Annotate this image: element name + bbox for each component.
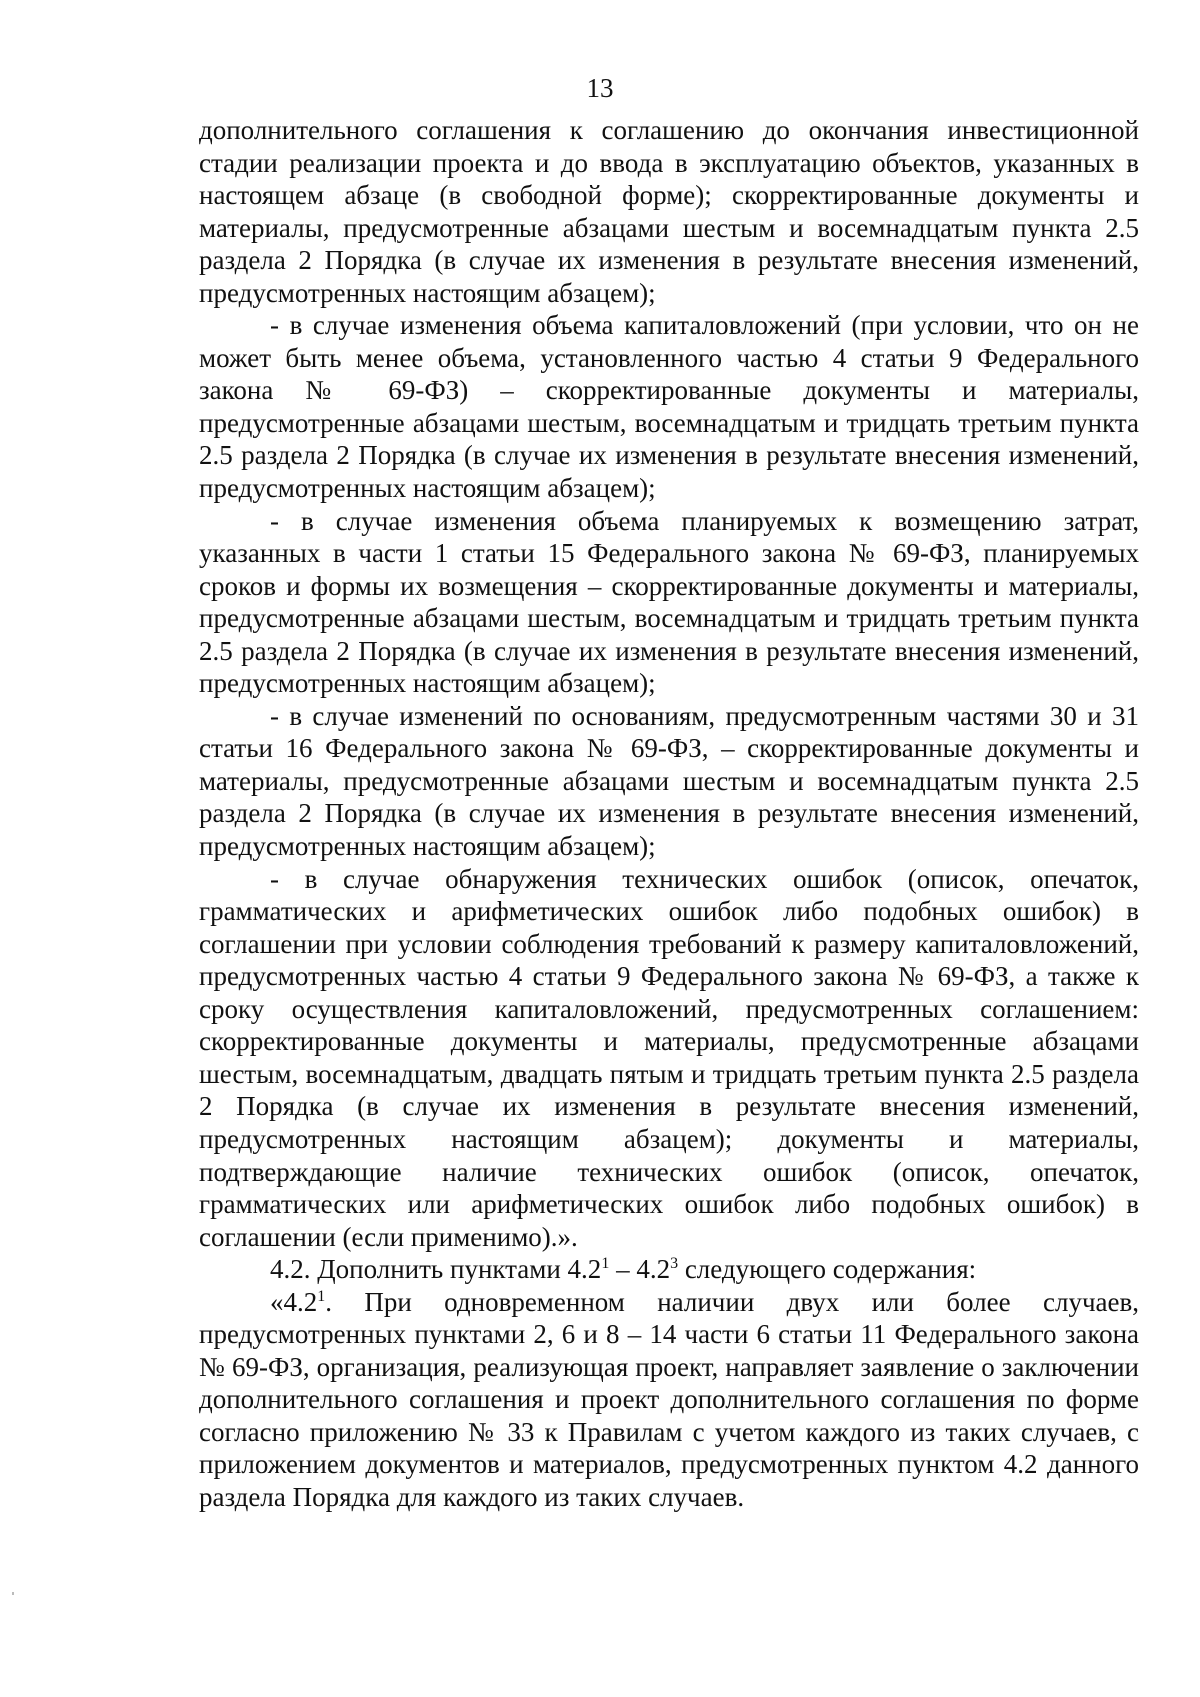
item-4-2-superscript-3: 3 xyxy=(670,1255,679,1273)
item-4-2-1-text-start: «4.2 xyxy=(270,1286,318,1317)
paragraph-item-4-2-1 xyxy=(199,1286,1139,1514)
paragraph-item-4-2 xyxy=(199,1253,1139,1286)
document-body xyxy=(199,114,1139,1514)
scan-artifact xyxy=(12,1592,14,1595)
item-4-2-text-end: следующего содержания: xyxy=(678,1254,977,1285)
paragraph-continuation: дополнительного соглашения к соглашению до окончания инвестиционной стадии реализации проекта и до ввода в эксплуатацию объектов, указанных в настоящем абзаце (в свободной форме); скорректированные документы и материалы, предусмотренные абзацами шестым и восемнадцатым пункта 2.5 раздела 2 Порядка (в случае их изменения в результате внесения изменений, предусмотренных настоящим абзацем); xyxy=(199,115,1139,308)
item-4-2-1-superscript: 1 xyxy=(317,1287,326,1305)
item-4-2-superscript-1: 1 xyxy=(601,1255,610,1273)
item-4-2-1-text-end: . При одновременном наличии двух или более случаев, предусмотренных пунктами 2, 6 и 8 – 14 части 6 статьи 11 Федерального закона № 69-ФЗ, организация, реализующая проект, направляет заявление о заключении дополнительного соглашения и проект дополнительного соглашения по форме согласно приложению № 33 к Правилам с учетом каждого из таких случаев, с приложением документов и материалов, предусмотренных пунктом 4.2 данного раздела Порядка для каждого из таких случаев. xyxy=(199,1286,1139,1512)
paragraph-technical-errors: - в случае обнаружения технических ошибок (описок, опечаток, грамматических и арифметических ошибок либо подобных ошибок) в соглашении при условии соблюдения требований к размеру капиталовложений, предусмотренных частью 4 статьи 9 Федерального закона № 69-ФЗ, а также к сроку осуществления капиталовложений, предусмотренных соглашением: скорректированные документы и материалы, предусмотренные абзацами шестым, восемнадцатым, двадцать пятым и тридцать третьим пункта 2.5 раздела 2 Порядка (в случае их изменения в результате внесения изменений, предусмотренных настоящим абзацем); документы и материалы, подтверждающие наличие технических ошибок (описок, опечаток, грамматических или арифметических ошибок либо подобных ошибок) в соглашении (если применимо).». xyxy=(199,863,1139,1252)
item-4-2-text-start: 4.2. Дополнить пунктами 4.2 xyxy=(270,1254,602,1285)
paragraph-capital-investment-change: - в случае изменения объема капиталовложений (при условии, что он не может быть менее объема, установленного частью 4 статьи 9 Федерального закона № 69-ФЗ) – скорректированные документы и материалы, предусмотренные абзацами шестым, восемнадцатым и тридцать третьим пункта 2.5 раздела 2 Порядка (в случае их изменения в результате внесения изменений, предусмотренных настоящим абзацем); xyxy=(199,310,1139,504)
paragraph-grounds-change: - в случае изменений по основаниям, предусмотренным частями 30 и 31 статьи 16 Федерального закона № 69-ФЗ, – скорректированные документы и материалы, предусмотренные абзацами шестым и восемнадцатым пункта 2.5 раздела 2 Порядка (в случае их изменения в результате внесения изменений, предусмотренных настоящим абзацем); xyxy=(199,700,1139,862)
paragraph-reimbursement-change: - в случае изменения объема планируемых к возмещению затрат, указанных в части 1 статьи 15 Федерального закона № 69-ФЗ, планируемых сроков и формы их возмещения – скорректированные документы и материалы, предусмотренные абзацами шестым, восемнадцатым и тридцать третьим пункта 2.5 раздела 2 Порядка (в случае их изменения в результате внесения изменений, предусмотренных настоящим абзацем); xyxy=(199,505,1139,699)
page-number: 13 xyxy=(586,73,614,103)
item-4-2-text-middle: – 4.2 xyxy=(609,1254,671,1285)
